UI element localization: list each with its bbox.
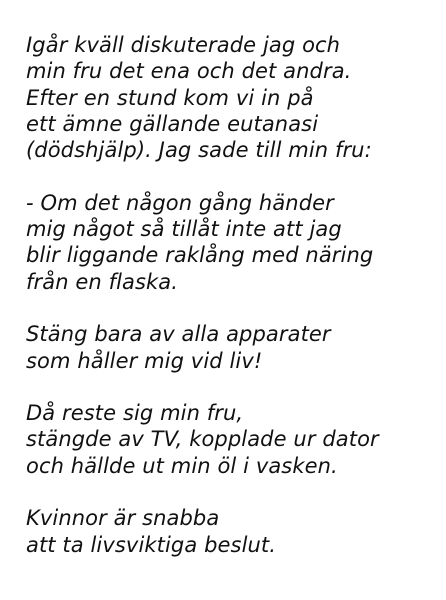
- paragraph-punchline: [26, 505, 436, 558]
- text-line: mig något så tillåt inte att jag: [26, 217, 342, 242]
- paragraph-instruction: [26, 321, 436, 374]
- text-line: Stäng bara av alla apparater: [26, 322, 331, 347]
- text-line: Kvinnor är snabba: [26, 506, 220, 531]
- text-line: från en flaska.: [26, 269, 179, 294]
- text-line: min fru det ena och det andra.: [26, 59, 352, 84]
- text-line: Efter en stund kom vi in på: [26, 85, 314, 110]
- text-line: - Om det någon gång händer: [26, 190, 334, 215]
- paragraph-action: [26, 400, 436, 479]
- joke-text: [26, 32, 436, 558]
- text-line: blir liggande raklång med näring: [26, 243, 374, 268]
- text-line: Då reste sig min fru,: [26, 401, 244, 426]
- text-line: ett ämne gällande eutanasi: [26, 111, 319, 136]
- text-line: Igår kväll diskuterade jag och: [26, 33, 341, 57]
- text-line: (dödshjälp). Jag sade till min fru:: [26, 138, 372, 163]
- text-line: och hällde ut min öl i vasken.: [26, 453, 338, 478]
- text-line: stängde av TV, kopplade ur dator: [26, 427, 379, 452]
- paragraph-request: [26, 190, 436, 295]
- paragraph-intro: [26, 32, 436, 163]
- text-line: som håller mig vid liv!: [26, 348, 263, 373]
- text-line: att ta livsviktiga beslut.: [26, 532, 277, 557]
